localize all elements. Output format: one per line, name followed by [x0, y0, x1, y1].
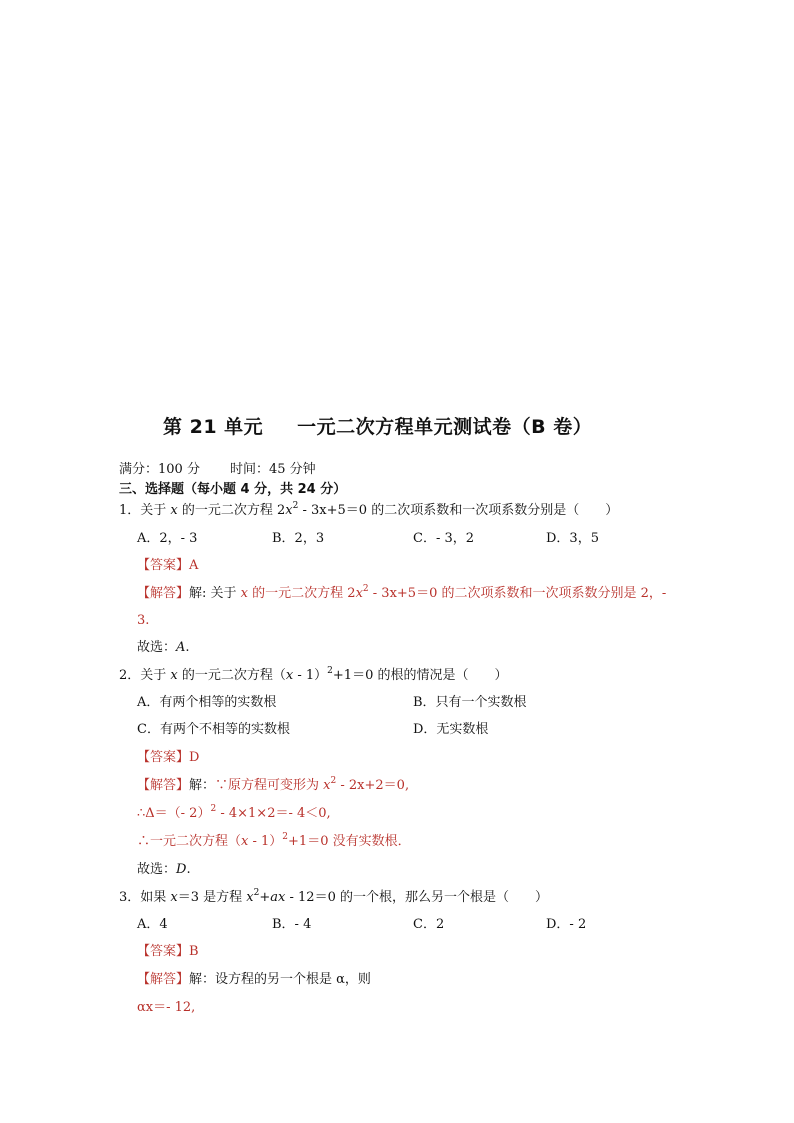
- q2-stem-part: 2．关于: [119, 668, 171, 683]
- solution-text: ∴一元二次方程（: [137, 834, 242, 849]
- page-title: [163, 412, 592, 439]
- q1-var-x: x: [355, 586, 363, 601]
- q3-option-b: B．- 4: [272, 917, 312, 932]
- solution-tag: 【解答】: [137, 972, 190, 987]
- q2-result: [137, 833, 411, 851]
- q3-var-ax: ax: [270, 890, 286, 905]
- q1-conclusion: [137, 639, 190, 657]
- q2-var-x: x: [170, 668, 178, 683]
- solution-text: +1＝0 没有实数根．: [288, 834, 411, 849]
- section-heading: 三、选择题（每小题 4 分，共 24 分）: [119, 482, 347, 497]
- solution-text: 解: 关于: [189, 586, 241, 601]
- q2-discriminant: [137, 805, 331, 823]
- q2-exponent: 2: [210, 804, 217, 814]
- q3-stem-part: - 12＝0 的一个根，那么另一个根是（ ）: [285, 890, 548, 905]
- q1-option-b: B．2，3: [272, 531, 325, 546]
- q3-option-c: C．2: [413, 917, 445, 932]
- conclusion-value: A: [176, 640, 186, 655]
- q3-option-a: A．4: [137, 917, 168, 932]
- solution-text: 解：设方程的另一个根是 α，则: [189, 972, 371, 987]
- meta-row: [119, 461, 316, 479]
- q2-stem-part: - 1）: [293, 668, 328, 683]
- q1-option-d: D．3，5: [546, 531, 599, 546]
- answer-tag: 【答案】: [137, 750, 190, 765]
- answer-value: D: [189, 750, 200, 765]
- solution-text: 的一元二次方程 2: [248, 586, 356, 601]
- q1-solution: [137, 585, 666, 603]
- solution-text: - 4×1×2＝- 4＜0,: [216, 806, 331, 821]
- q1-stem-part: - 3x+5＝0 的二次项系数和一次项系数分别是（ ）: [298, 503, 619, 518]
- q3-option-d: D．- 2: [546, 917, 587, 932]
- q2-exponent: 2: [327, 666, 333, 676]
- q2-solution: [137, 777, 409, 795]
- answer-value: A: [189, 558, 199, 573]
- q3-stem-part: ＝3 是方程: [177, 890, 247, 905]
- answer-tag: 【答案】: [137, 944, 190, 959]
- q2-option-b: B．只有一个实数根: [413, 695, 527, 710]
- full-score: 满分：100 分: [119, 462, 200, 477]
- q3-stem-part: 3．如果: [119, 890, 171, 905]
- answer-tag: 【答案】: [137, 558, 190, 573]
- q2-var-x: x: [285, 668, 294, 683]
- solution-tag: 【解答】: [137, 778, 190, 793]
- question-1-stem: [119, 502, 618, 520]
- question-3-stem: [119, 889, 548, 907]
- q3-stem-part: +: [259, 890, 271, 905]
- q2-var-x: x: [241, 834, 249, 849]
- solution-text: ∴Δ＝（- 2）: [137, 806, 211, 821]
- q1-stem-part: 1．关于: [119, 503, 171, 518]
- test-name: 一元二次方程单元测试卷（B 卷）: [297, 416, 593, 438]
- q2-var-x: x: [323, 778, 331, 793]
- q1-var-x: x: [285, 503, 293, 518]
- q3-exponent: 2: [253, 888, 260, 898]
- q2-exponent: 2: [330, 776, 337, 786]
- conclusion-label: 故选：: [137, 862, 177, 877]
- q1-option-a: A．2，- 3: [137, 531, 198, 546]
- q1-var-x: x: [240, 586, 249, 601]
- q2-stem-part: 的一元二次方程（: [177, 668, 286, 683]
- question-2-stem: [119, 667, 507, 685]
- conclusion-value: D: [176, 862, 187, 877]
- q1-solution-cont: 3.: [137, 613, 150, 628]
- answer-value: B: [189, 944, 199, 959]
- solution-text: ∵原方程可变形为: [215, 778, 324, 793]
- solution-text: 解：: [189, 778, 216, 793]
- q1-option-c: C．- 3，2: [413, 531, 475, 546]
- q2-exponent: 2: [282, 832, 289, 842]
- q1-answer: [137, 557, 198, 575]
- solution-text: - 2x+2＝0,: [336, 778, 410, 793]
- q2-option-a: A．有两个相等的实数根: [137, 695, 277, 710]
- solution-tag: 【解答】: [137, 586, 190, 601]
- q3-solution-cont: αx＝- 12,: [137, 1000, 196, 1015]
- solution-text: - 1）: [248, 834, 283, 849]
- time-limit: 时间：45 分钟: [229, 462, 316, 477]
- q1-stem-part: 的一元二次方程 2: [177, 503, 286, 518]
- conclusion-end: .: [186, 862, 191, 877]
- q2-option-d: D．无实数根: [413, 722, 489, 737]
- q2-option-c: C．有两个不相等的实数根: [137, 722, 290, 737]
- q3-solution: [137, 971, 371, 989]
- q2-answer: [137, 749, 199, 767]
- solution-text: - 3x+5＝0 的二次项系数和一次项系数分别是 2，-: [368, 586, 667, 601]
- conclusion-label: 故选：: [137, 640, 177, 655]
- q3-var-x: x: [170, 890, 178, 905]
- q1-exponent: 2: [292, 501, 299, 511]
- q3-answer: [137, 943, 199, 961]
- q1-var-x: x: [170, 503, 178, 518]
- q1-exponent: 2: [362, 584, 369, 594]
- q2-conclusion: [137, 861, 191, 879]
- unit-label: 第 21 单元: [163, 416, 264, 438]
- q2-stem-part: +1＝0 的根的情况是（ ）: [332, 668, 508, 683]
- conclusion-end: .: [185, 640, 190, 655]
- q3-var-x: x: [246, 890, 254, 905]
